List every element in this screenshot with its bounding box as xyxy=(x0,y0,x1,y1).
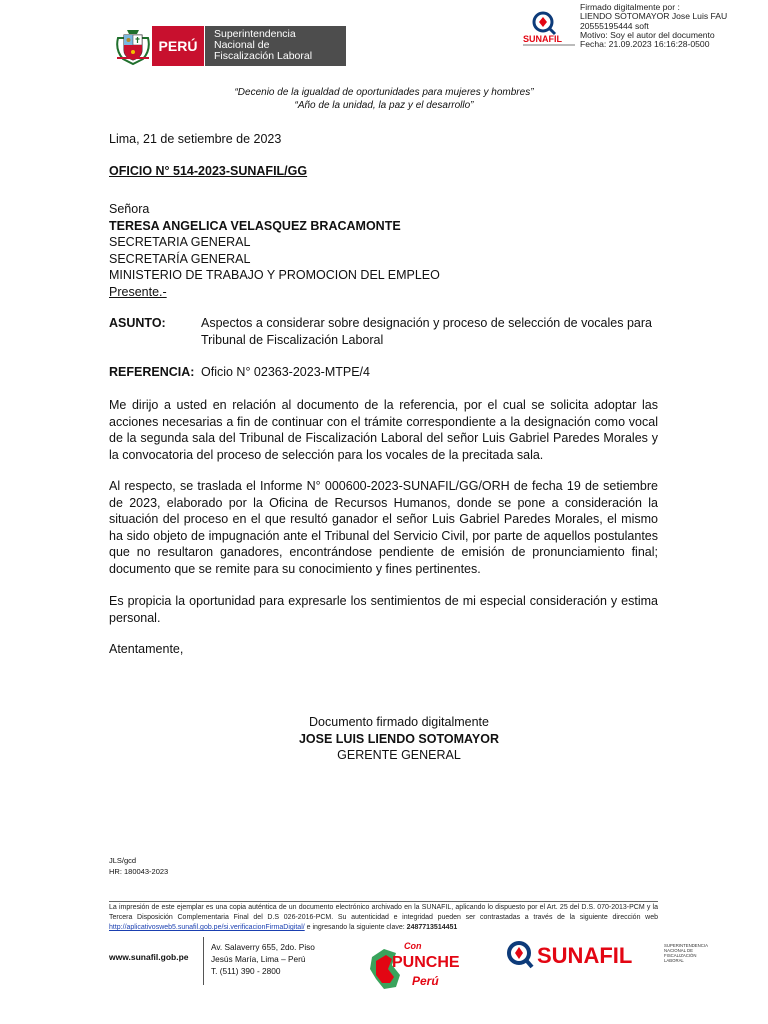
hr-number: HR: 180043-2023 xyxy=(109,867,169,876)
peru-badge xyxy=(152,26,204,66)
sunafil-logo xyxy=(505,937,663,973)
sunafil-seal-logo xyxy=(523,10,575,48)
oficio-number: OFICIO N° 514-2023-SUNAFIL/GG xyxy=(109,164,308,178)
campaign-word: Con xyxy=(404,941,422,951)
asunto-text: Aspectos a considerar sobre designación y proceso de selección de vocales para Tribunal de Fiscalización Laboral xyxy=(201,316,652,347)
sunafil-tagline xyxy=(664,943,708,963)
signature-line: LIENDO SOTOMAYOR Jose Luis FAU xyxy=(580,11,728,22)
footer-divider xyxy=(109,901,658,902)
address-line: Av. Salaverry 655, 2do. Piso xyxy=(211,942,315,952)
tagline-line: NACIONAL DE xyxy=(664,948,693,953)
entity-line: Fiscalización Laboral xyxy=(214,50,313,62)
verification-key: 2487713514451 xyxy=(406,924,458,932)
footer-separator xyxy=(203,937,204,985)
digital-signature-stamp xyxy=(580,3,760,49)
decade-motto xyxy=(0,86,768,112)
signer-name: JOSE LUIS LIENDO SOTOMAYOR xyxy=(298,731,500,746)
addressee-name: TERESA ANGELICA VELASQUEZ BRACAMONTE xyxy=(109,218,401,233)
entity-line: Nacional de xyxy=(214,39,270,51)
entity-name-block xyxy=(204,26,346,66)
office-address xyxy=(211,941,315,977)
asunto-label: ASUNTO: xyxy=(109,316,166,330)
salutation: Señora xyxy=(109,202,150,216)
signature-block xyxy=(109,714,689,764)
legal-text: La impresión de este ejemplar es una copia auténtica de un documento electrónico archivado en la SUNAFIL, aplicando lo dispuesto por el Art. 25 del D.S. 070-2013-PCM y la Tercera Disposición Complementaria Final del D.S 026-2016-PCM. Su autenticidad e integridad pueden ser contrastadas a través de la siguiente dirección web xyxy=(109,904,658,922)
body-paragraph: Al respecto, se traslada el Informe N° 000600-2023-SUNAFIL/GG/ORH de fecha 19 de setiembre de 2023, elaborado por la Oficina de Recursos Humanos, donde se pone a consideración la situación del proceso en el que resultó ganador el señor Luis Gabriel Paredes Morales, el mismo ha sido objeto de impugnación ante el Tribunal del Servicio Civil, por parte de aquellos postulantes que no resultaron ganadores, encontrándose pendiente de emisión de pronunciamiento final; documento que se remite para su conocimiento y fines pertinentes. xyxy=(109,479,658,576)
addressee-ministry: MINISTERIO DE TRABAJO Y PROMOCION DEL EMPLEO xyxy=(109,268,440,282)
signature-line: Motivo: Soy el autor del documento xyxy=(580,29,715,40)
body-paragraph: Me dirijo a usted en relación al documento de la referencia, por el cual se solicita adoptar las acciones necesarias a fin de continuar con el trámite correspondiente a la designación como vocal de la segunda sala del Tribunal de Fiscalización Laboral del señor Luis Gabriel Paredes Morales y la convocatoria del proceso de selección para los vocales de la precitada sala. xyxy=(109,398,658,462)
addressee-office: SECRETARÍA GENERAL xyxy=(109,251,251,266)
verification-link[interactable]: http://aplicativosweb5.sunafil.gob.pe/si.verificacionFirmaDigital/ xyxy=(109,924,305,932)
sig-logo-text: SUNAFIL xyxy=(523,34,562,44)
campaign-word: PUNCHE xyxy=(392,954,460,971)
campaign-word: Perú xyxy=(412,974,439,988)
signature-line: Fecha: 21.09.2023 16:16:28-0500 xyxy=(580,39,710,50)
con-punche-peru-logo xyxy=(366,935,462,993)
signature-note: Documento firmado digitalmente xyxy=(309,715,489,729)
website-link[interactable]: www.sunafil.gob.pe xyxy=(109,952,189,962)
closing-text: Atentamente, xyxy=(109,642,184,656)
referencia-text: Oficio N° 02363-2023-MTPE/4 xyxy=(201,365,370,379)
body-paragraph: Es propicia la oportunidad para expresarle los sentimientos de mi especial consideración y estima personal. xyxy=(109,594,658,625)
tagline-line: SUPERINTENDENCIA xyxy=(664,943,708,948)
motto-line: “Año de la unidad, la paz y el desarrollo” xyxy=(294,100,474,111)
legal-notice xyxy=(109,903,658,934)
peru-label: PERÚ xyxy=(158,38,198,54)
signature-line: 20555195444 soft xyxy=(580,20,649,31)
initials-text: JLS/gcd xyxy=(109,856,137,865)
entity-line: Superintendencia xyxy=(214,28,296,40)
referencia-label: REFERENCIA: xyxy=(109,365,195,379)
legal-text-after: e ingresando la siguiente clave: xyxy=(304,924,407,932)
presente-label: Presente.- xyxy=(109,284,167,299)
motto-line: “Decenio de la igualdad de oportunidades para mujeres y hombres” xyxy=(234,87,534,98)
signature-line: Firmado digitalmente por : xyxy=(580,2,680,12)
letter-date: Lima, 21 de setiembre de 2023 xyxy=(109,132,282,146)
addressee-position: SECRETARIA GENERAL xyxy=(109,235,251,249)
signer-title: GERENTE GENERAL xyxy=(337,748,461,762)
addressee-block xyxy=(109,201,440,300)
address-line: Jesús María, Lima – Perú xyxy=(211,954,306,964)
sunafil-brand-text: SUNAFIL xyxy=(537,943,633,968)
tagline-line: FISCALIZACIÓN xyxy=(664,953,697,958)
tagline-line: LABORAL xyxy=(664,958,684,963)
address-line: T. (511) 390 - 2800 xyxy=(211,966,281,976)
reference-initials xyxy=(109,855,168,877)
coat-of-arms-icon xyxy=(115,26,151,66)
